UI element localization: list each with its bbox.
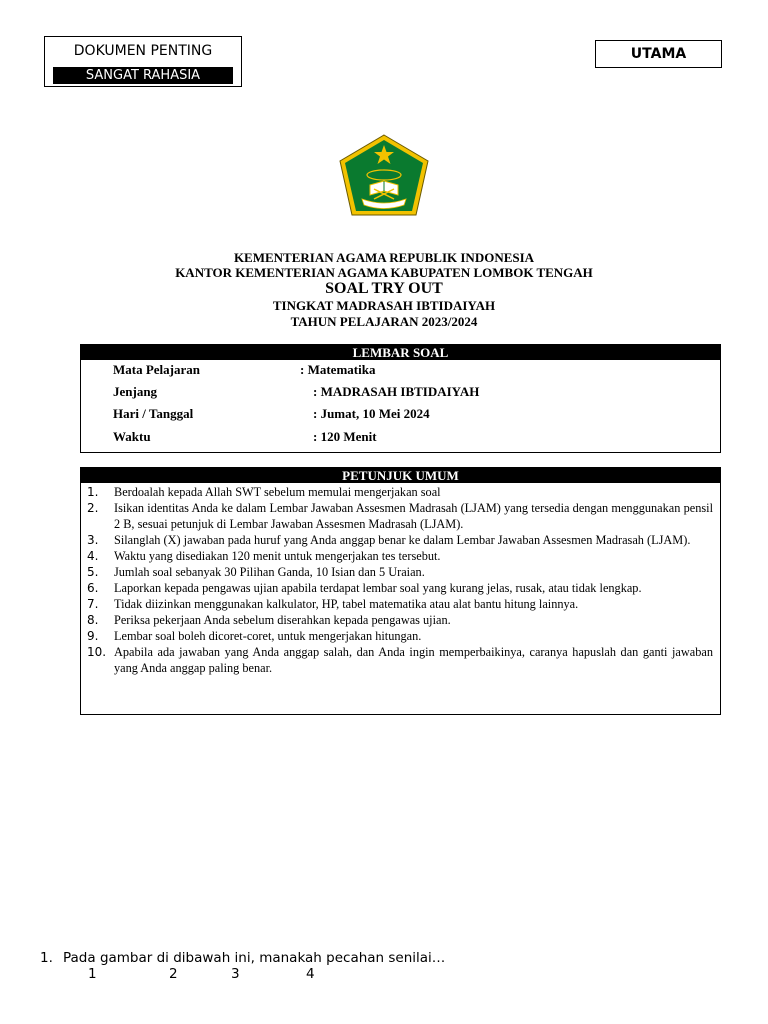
instruction-text: Tidak diizinkan menggunakan kalkulator, HP, tabel matematika atau alat bantu hitung lainnya. — [114, 597, 579, 612]
instruction-item — [87, 549, 713, 565]
instruction-item — [87, 565, 713, 581]
instruction-item — [87, 629, 713, 645]
secret-level-label: SANGAT RAHASIA — [53, 67, 233, 84]
question-number: 1. — [40, 950, 53, 966]
office-title: KANTOR KEMENTERIAN AGAMA KABUPATEN LOMBOK TENGAH — [175, 265, 593, 280]
ministry-title: KEMENTERIAN AGAMA REPUBLIK INDONESIA — [233, 250, 535, 265]
instruction-text: Periksa pekerjaan Anda sebelum diserahkan kepada pengawas ujian. — [114, 613, 451, 628]
question-option: 1 — [88, 966, 97, 982]
instruction-text: Berdoalah kepada Allah SWT sebelum memulai mengerjakan soal — [114, 485, 441, 499]
question-option: 2 — [169, 966, 178, 982]
question-option: 4 — [306, 966, 315, 982]
instruction-item — [87, 501, 713, 532]
instruction-item — [87, 613, 713, 629]
instruction-number: 6. — [87, 581, 99, 596]
info-label: Hari / Tanggal — [113, 406, 194, 421]
version-label: UTAMA — [595, 40, 722, 68]
petunjuk-umum-box — [80, 467, 721, 715]
instruction-item — [87, 581, 713, 597]
level-title: TINGKAT MADRASAH IBTIDAIYAH — [272, 298, 496, 313]
info-value: : 120 Menit — [313, 429, 377, 444]
question-text: Pada gambar di dibawah ini, manakah pecahan senilai… — [63, 950, 446, 966]
question-option: 3 — [231, 966, 240, 982]
instruction-number: 5. — [87, 564, 99, 579]
instruction-item — [87, 533, 713, 549]
instruction-list — [87, 485, 713, 677]
instruction-text: Apabila ada jawaban yang Anda anggap salah, dan Anda ingin memperbaikinya, caranya hapuslah dan ganti jawaban yang Anda anggap paling benar. — [114, 645, 713, 676]
instruction-number: 3. — [87, 532, 99, 547]
instruction-item — [87, 485, 713, 501]
instruction-number: 1. — [87, 485, 99, 499]
instruction-number: 7. — [87, 597, 99, 612]
instruction-number: 4. — [87, 548, 99, 563]
instruction-number: 2. — [87, 501, 99, 516]
exam-title: SOAL TRY OUT — [325, 280, 443, 297]
petunjuk-umum-title: PETUNJUK UMUM — [81, 468, 720, 483]
kemenag-logo-icon — [338, 133, 430, 217]
instruction-text: Waktu yang disediakan 120 menit untuk mengerjakan tes tersebut. — [114, 548, 441, 563]
info-label: Mata Pelajaran — [113, 362, 201, 377]
info-label: Jenjang — [113, 384, 158, 399]
instruction-text: Laporkan kepada pengawas ujian apabila terdapat lembar soal yang kurang jelas, rusak, atau tidak lengkap. — [114, 581, 642, 596]
instruction-text: Isikan identitas Anda ke dalam Lembar Jawaban Assesmen Madrasah (LJAM) yang tersedia dengan menggunakan pensil 2 B, sesuai petunjuk di Lembar Jawaban Assesmen Madrasah (LJAM). — [114, 501, 713, 531]
instruction-text: Jumlah soal sebanyak 30 Pilihan Ganda, 10 Isian dan 5 Uraian. — [114, 564, 425, 579]
instruction-item — [87, 645, 713, 676]
info-value: : Jumat, 10 Mei 2024 — [313, 406, 430, 421]
info-label: Waktu — [113, 429, 151, 444]
instruction-number: 10. — [87, 645, 107, 660]
document-classification-box — [44, 36, 242, 87]
instruction-number: 9. — [87, 629, 99, 644]
lembar-soal-title: LEMBAR SOAL — [81, 345, 720, 360]
instruction-text: Silanglah (X) jawaban pada huruf yang Anda anggap benar ke dalam Lembar Jawaban Assesmen Madrasah (LJAM). — [114, 532, 691, 547]
info-value: : Matematika — [300, 362, 376, 377]
document-classification-title: DOKUMEN PENTING — [73, 43, 213, 59]
school-year-title: TAHUN PELAJARAN 2023/2024 — [290, 314, 478, 329]
info-value: : MADRASAH IBTIDAIYAH — [313, 384, 480, 399]
instruction-text: Lembar soal boleh dicoret-coret, untuk mengerjakan hitungan. — [114, 629, 422, 644]
instruction-item — [87, 597, 713, 613]
instruction-number: 8. — [87, 613, 99, 628]
